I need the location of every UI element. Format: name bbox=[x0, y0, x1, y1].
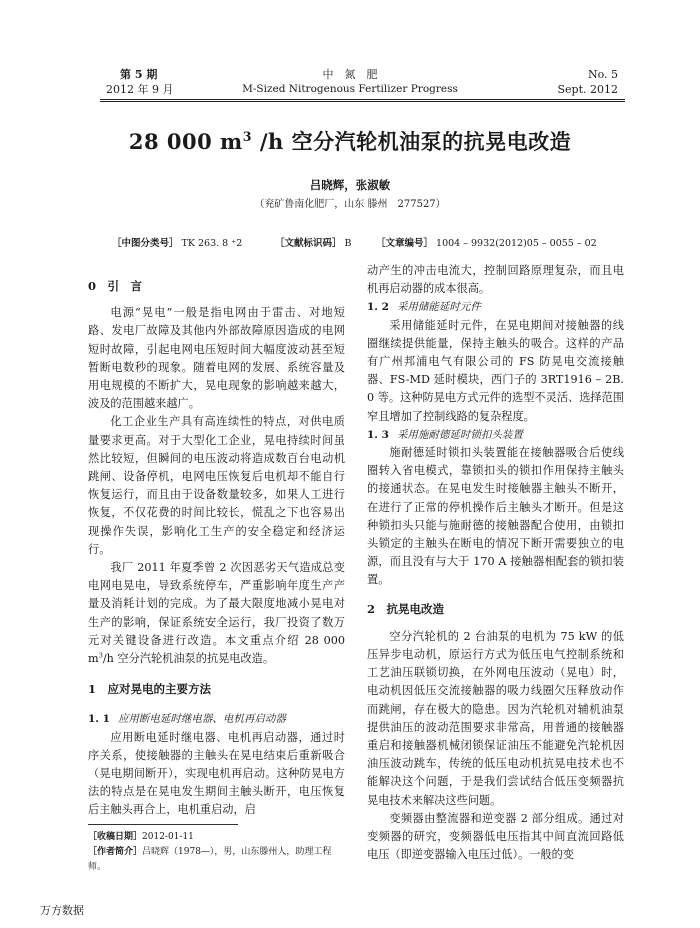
subsection-title: 采用储能延时元件 bbox=[396, 301, 481, 314]
footnote-rule bbox=[88, 824, 238, 825]
article-authors: 吕晓辉，张淑敏 bbox=[309, 178, 391, 192]
subsection-1-1-heading bbox=[88, 710, 345, 728]
class-label: ［中图分类号］ bbox=[112, 238, 179, 249]
art-value: 1004 – 9932(2012)05 – 0055 – 02 bbox=[436, 238, 597, 249]
footnote-author bbox=[88, 845, 346, 875]
subsection-title: 应用断电延时继电器、电机再启动器 bbox=[117, 713, 286, 726]
subsection-1-3-heading bbox=[367, 426, 624, 444]
classification-line bbox=[112, 235, 242, 249]
paragraph: 空分汽轮机的 2 台油泵的电机为 75 kW 的低压异步电动机，原运行方式为低压电气控制系统和工艺油压联锁切换，在外网电压波动（晃电）时，电动机因低压交流接触器的吸力线圈欠压释放动作而跳闸，存在极大的隐患。因为汽轮机对辅机油泵提供油压的波动范围要求非常高，用普通的接触器重启和接触器机械闭锁保证油压不能避免汽轮机因油压波动跳车，传统的低压电动机抗晃电技术也不能解决这个问题，于是我们尝试结合低压变频器抗晃电技术来解决这些问题。 bbox=[367, 629, 624, 807]
paragraph: 采用储能延时元件，在晃电期间对接触器的线圈继续提供能量，保持主触头的吸合。这样的产品有广州邦浦电气有限公司的 FS 防晃电交流接触器、FS-MD 延时模块，西门子的 3RT1916 – 2B. 0 等。这种防晃电方式元件的选型不灵活、选择范围窄且增加了控制线路的复杂程度。 bbox=[367, 318, 624, 423]
document-code-line bbox=[275, 235, 352, 249]
header-journal-en: M-Sized Nitrogenous Fertilizer Progress bbox=[242, 83, 458, 95]
paragraph: 应用断电延时继电器、电机再启动器，通过时序关系，使接触器的主触头在晃电结束后重新吸合（晃电期间断开），实现电机再启动。这种防晃电方法的特点是在晃电发生期间主触头断开，电压恢复后主触头再合上，电机重启动，启 bbox=[88, 730, 345, 817]
art-label: ［文章编号］ bbox=[376, 238, 434, 249]
title-superscript: 3 bbox=[242, 129, 253, 144]
paragraph: 化工企业生产具有高连续性的特点，对供电质量要求更高。对于大型化工企业，晃电持续时间虽然比较短，但瞬间的电压波动将造成数百台电动机跳闸、设备停机，电网电压恢复后电机却不能自行恢复运行，而且由于设备数量较多，如果人工进行恢复，不仅花费的时间比较长，慌乱之下也容易出现操作失误，影响化工生产的安全稳定和经济运行。 bbox=[88, 415, 345, 556]
subsection-1-2-heading bbox=[367, 298, 624, 316]
subsection-number: 1. 1 bbox=[88, 713, 110, 726]
header-journal-cn: 中 氮 肥 bbox=[322, 68, 378, 81]
header-issue-cn: 第 5 期 bbox=[120, 68, 158, 81]
paragraph-text: 我厂 2011 年夏季曾 2 次因恶劣天气造成总变电网电晃电，导致系统停车，严重影响年度生产产量及消耗计划的完成。为了最大限度地减小晃电对生产的影响，保证系统安全运行，我厂投资了数万元对关键设备进行改造。本文重点介绍 28 000 m bbox=[88, 561, 345, 666]
paragraph-text: /h 空分汽轮机油泵的抗晃电改造。 bbox=[102, 652, 275, 666]
paragraph-superscript: 3 bbox=[98, 651, 103, 660]
right-column bbox=[367, 262, 624, 865]
header-rule-bottom bbox=[100, 101, 625, 102]
header-date-cn: 2012 年 9 月 bbox=[106, 83, 174, 96]
paragraph: 施耐德延时锁扣头装置能在接触器吸合后使线圈转入省电模式，靠锁扣头的锁扣作用保持主触头的接通状态。在晃电发生时接触器主触头不断开，在进行了正常的停机操作后主触头才断开。但是这种锁扣头只能与施耐德的接触器配合使用，由锁扣头锁定的主触头在断电的情况下断开需要独立的电源，而且没有与大于 170 A 接触器相配套的锁扣装置。 bbox=[367, 446, 624, 587]
article-title bbox=[0, 126, 700, 156]
footnote-received bbox=[88, 830, 346, 845]
subsection-number: 1. 3 bbox=[367, 428, 389, 441]
section-0-heading: 0 引 言 bbox=[88, 279, 143, 293]
title-part-post: /h 空分汽轮机油泵的抗晃电改造 bbox=[252, 129, 572, 154]
subsection-number: 1. 2 bbox=[367, 301, 389, 314]
article-affiliation: （兖矿鲁南化肥厂，山东 滕州 277527） bbox=[254, 199, 446, 210]
paragraph bbox=[88, 559, 345, 668]
author-value: 吕晓辉（1978—），男，山东滕州人，助理工程师。 bbox=[88, 847, 332, 872]
header-rule-top bbox=[100, 99, 625, 100]
header-date-en: Sept. 2012 bbox=[557, 83, 618, 96]
doc-label: ［文献标识码］ bbox=[275, 238, 342, 249]
subsection-title: 采用施耐德延时锁扣头装置 bbox=[396, 428, 523, 441]
received-label: ［收稿日期］ bbox=[88, 832, 143, 842]
doc-value: B bbox=[344, 238, 352, 249]
section-2-heading: 2 抗晃电改造 bbox=[367, 601, 445, 616]
watermark: 万方数据 bbox=[40, 904, 84, 917]
paragraph: 电源“晃电”一般是指电网由于雷击、对地短路、发电厂故障及其他内外部故障原因造成的电网短时故障，引起电网电压短时间大幅度波动甚至短暂断电数秒的现象。随着电网的发展、系统容量及用电规模的不断扩大，晃电现象的影响越来越大，波及的范围越来越广。 bbox=[88, 306, 345, 411]
article-number-line bbox=[376, 235, 597, 249]
section-1-heading: 1 应对晃电的主要方法 bbox=[88, 682, 212, 697]
footnote bbox=[88, 830, 346, 875]
paragraph: 动产生的冲击电流大，控制回路原理复杂，而且电机再启动器的成本很高。 bbox=[367, 264, 624, 296]
left-column bbox=[88, 273, 345, 820]
header-issue-en: No. 5 bbox=[587, 68, 618, 81]
class-value: TK 263. 8 ⁺2 bbox=[181, 238, 243, 249]
received-value: 2012-01-11 bbox=[142, 832, 194, 842]
author-label: ［作者简介］ bbox=[88, 847, 143, 857]
title-part-pre: 28 000 m bbox=[128, 129, 243, 154]
paragraph: 变频器由整流器和逆变器 2 部分组成。通过对变频器的研究，变频器低电压指其中间直流回路低电压（即逆变器输入电压过低）。一般的变 bbox=[367, 811, 624, 862]
